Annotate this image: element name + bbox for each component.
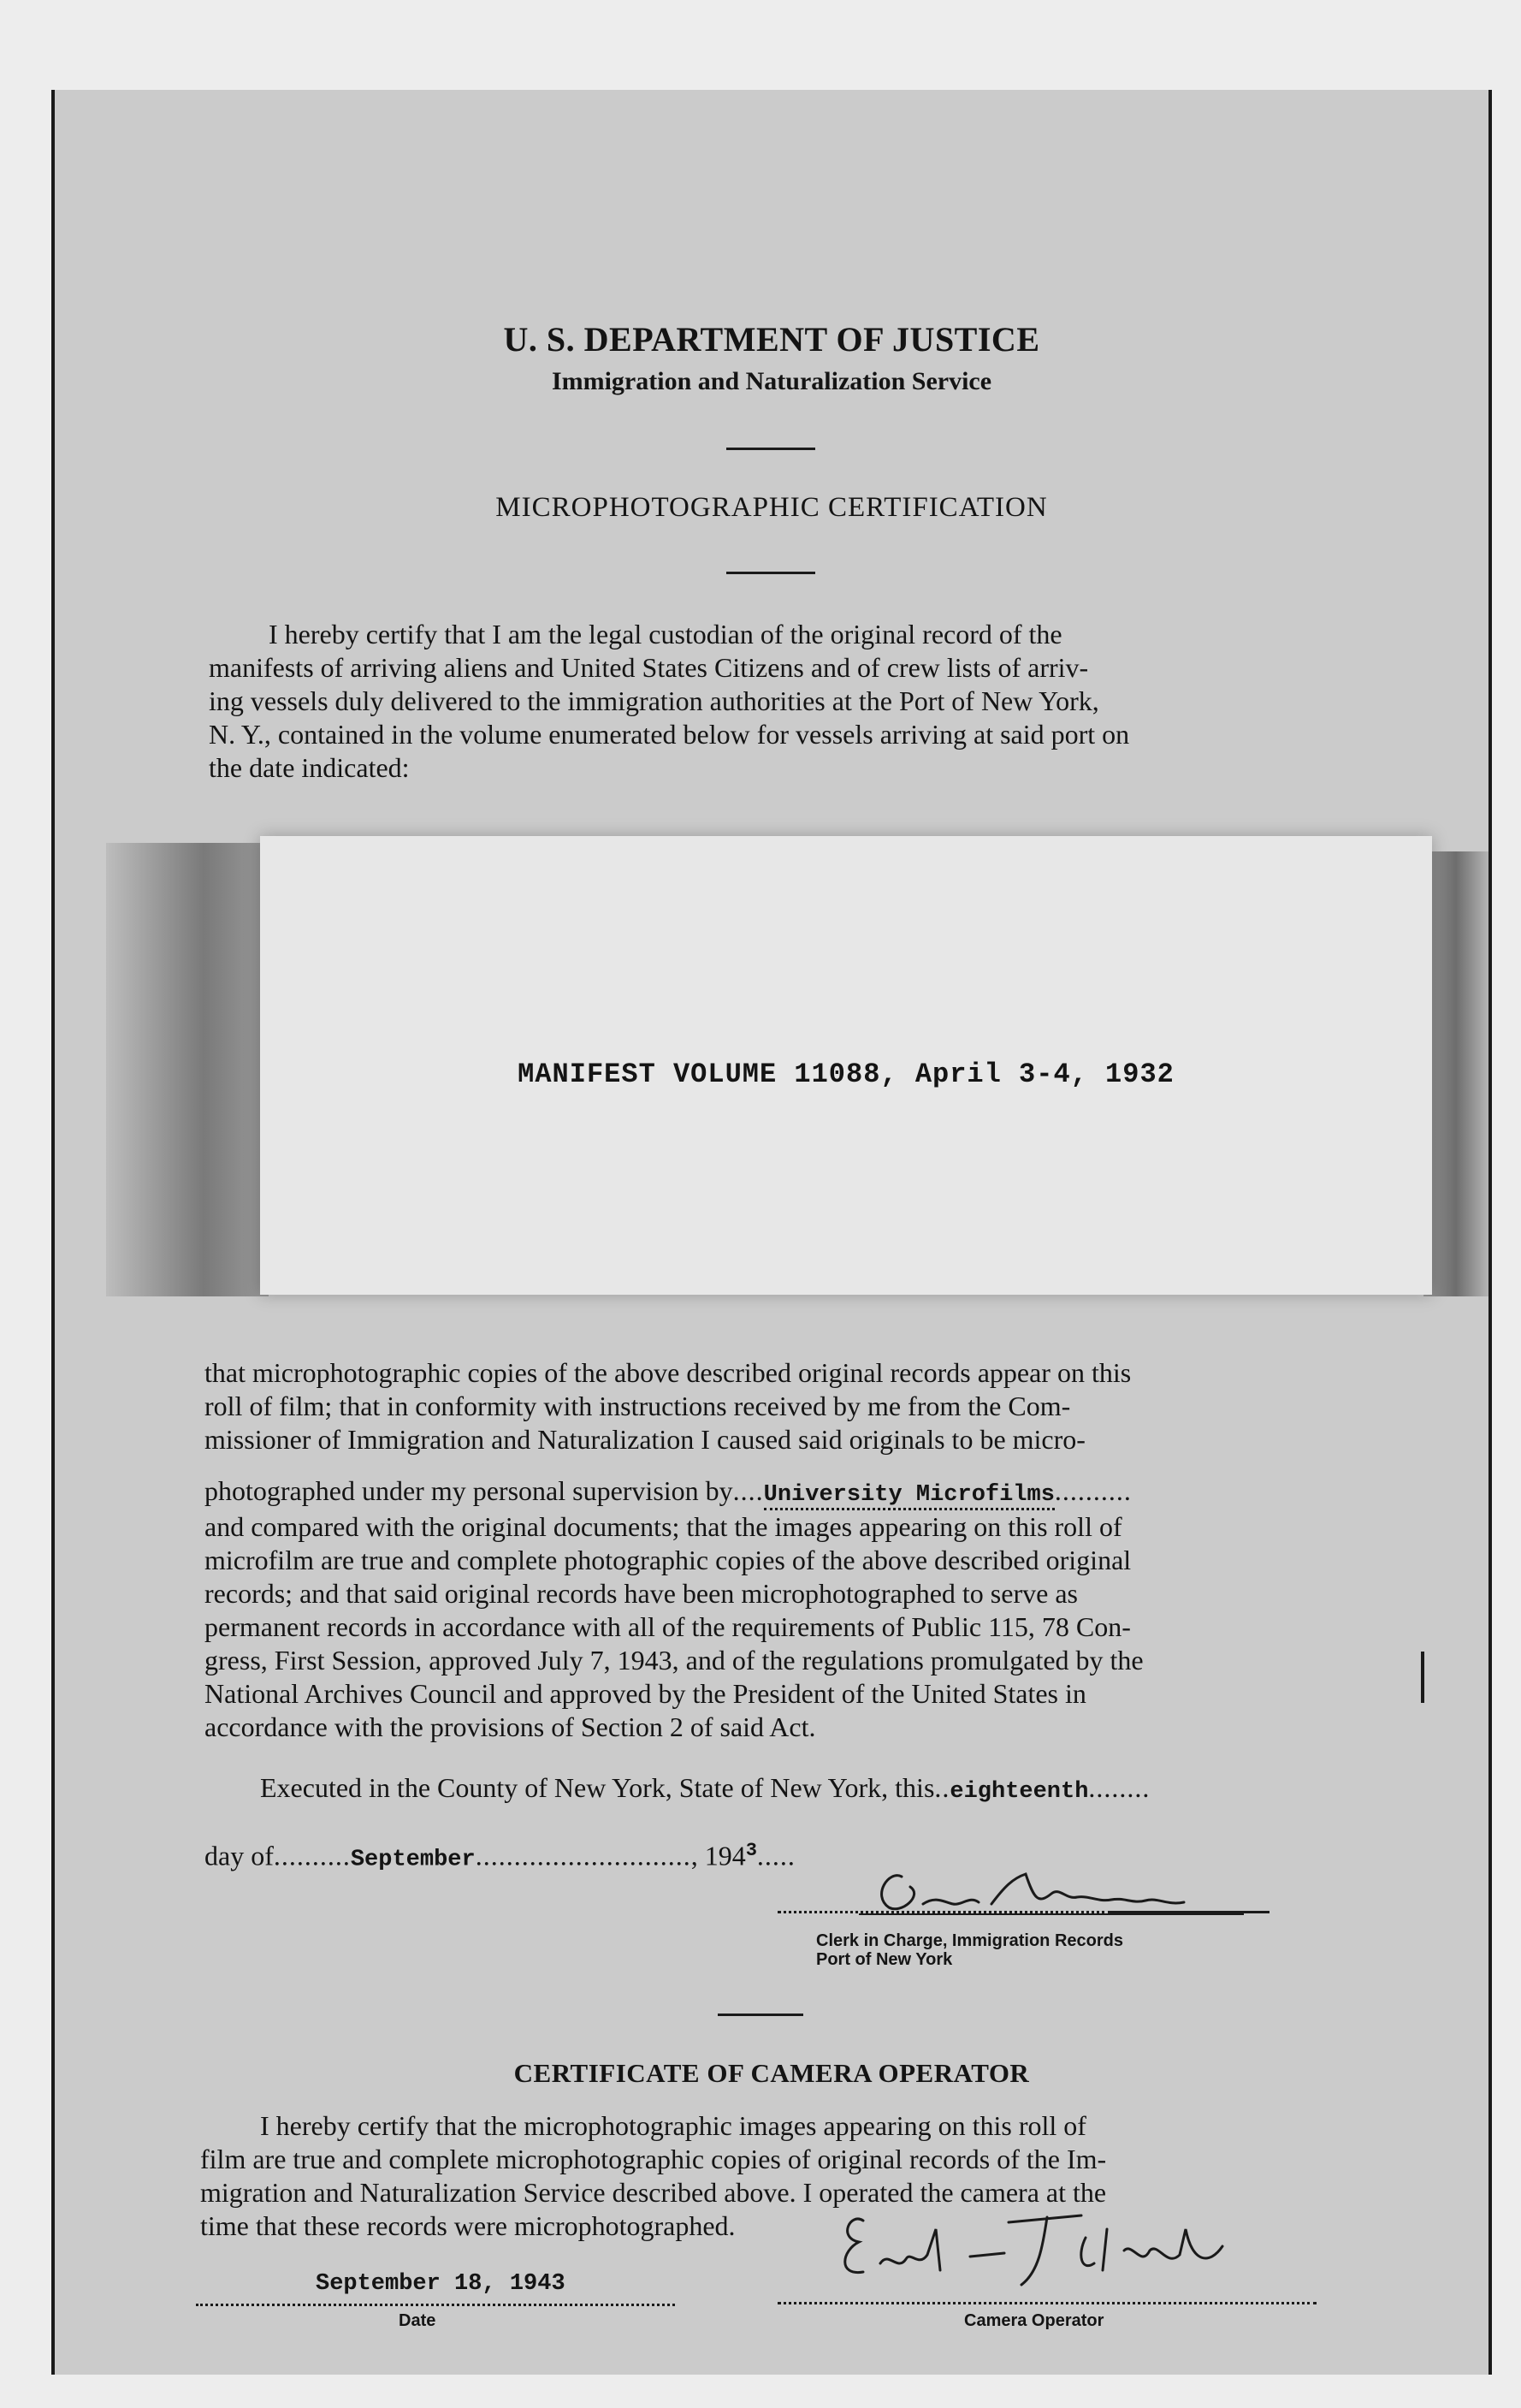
day-of-label: day of [204,1840,274,1871]
leader-dots: .. [934,1772,950,1803]
manifest-volume-label: MANIFEST VOLUME 11088, April 3-4, 1932 [518,1059,1175,1090]
manifest-card [260,836,1432,1295]
clerk-signature-line [778,1911,1111,1913]
leader-dots: .... [732,1475,764,1506]
card-shadow-right [1423,851,1488,1296]
body-line: roll of film; that in conformity with instructions received by me from the Com- [204,1391,1071,1421]
camera-line: time that these records were microphotographed. [200,2210,736,2241]
executed-day-value: eighteenth [950,1779,1089,1805]
executed-line [260,1771,1150,1809]
divider-rule [718,2014,803,2016]
operator-signature-line [778,2302,1317,2304]
department-heading: U. S. DEPARTMENT OF JUSTICE [503,320,1040,359]
day-of-line [204,1834,796,1877]
clerk-caption [816,1931,1123,1969]
clerk-caption-line: Clerk in Charge, Immigration Records [816,1931,1123,1950]
leader-dots: ..... [756,1840,796,1871]
body-line: accordance with the provisions of Section 2 of said Act. [204,1711,816,1742]
leader-dots: .......... [273,1840,351,1871]
camera-operator-signature [799,2203,1278,2298]
supervision-prefix: photographed under my personal supervision by [204,1475,733,1506]
camera-line: migration and Naturalization Service described above. I operated the camera at the [200,2177,1107,2208]
executed-month-value: September [350,1847,476,1873]
intro-line: I hereby certify that I am the legal custodian of the original record of the [269,619,1062,649]
supervision-line [204,1474,1334,1512]
body-line: microfilm are true and complete photographic copies of the above described original [204,1545,1132,1575]
body-line: National Archives Council and approved by the President of the United States in [204,1678,1086,1709]
body-line: records; and that said original records have been microphotographed to serve as [204,1578,1078,1609]
clerk-signature-underline [1111,1911,1269,1913]
leader-dots: ........ [1088,1772,1151,1803]
intro-line: ing vessels duly delivered to the immigration authorities at the Port of New York, [209,685,1099,716]
card-shadow-left [106,843,269,1296]
camera-certificate-title: CERTIFICATE OF CAMERA OPERATOR [513,2058,1030,2088]
camera-line: I hereby certify that the microphotographic images appearing on this roll of [260,2110,1086,2141]
margin-mark [1421,1652,1424,1703]
camera-date-row [196,2268,675,2306]
leader-dots: .......... [1054,1475,1132,1506]
date-caption: Date [399,2311,436,2330]
body-line: and compared with the original documents; that the images appearing on this roll of [204,1511,1122,1542]
intro-line: manifests of arriving aliens and United States Citizens and of crew lists of arriv- [209,652,1089,683]
certificate-sheet [51,90,1492,2375]
body-line: that microphotographic copies of the above described original records appear on this [204,1357,1132,1388]
divider-rule [726,448,815,450]
clerk-signature [842,1853,1252,1930]
certification-title: MICROPHOTOGRAPHIC CERTIFICATION [495,492,1048,523]
body-line: missioner of Immigration and Naturalization I caused said originals to be micro- [204,1424,1086,1455]
executed-prefix: Executed in the County of New York, State of New York, this [260,1772,935,1803]
year-value: 3 [745,1840,757,1861]
year-prefix: , 194 [690,1840,746,1871]
clerk-caption-line: Port of New York [816,1950,953,1969]
body-line: gress, First Session, approved July 7, 1943, and of the regulations promulgated by the [204,1645,1144,1676]
camera-line: film are true and complete microphotographic copies of original records of the Im- [200,2144,1107,2174]
leader-dots: ............................ [475,1840,691,1871]
camera-operator-caption: Camera Operator [964,2311,1104,2330]
supervision-value: University Microfilms [764,1482,1055,1510]
divider-rule [726,572,815,574]
intro-line: the date indicated: [209,752,410,783]
camera-date-value: September 18, 1943 [316,2271,565,2297]
intro-line: N. Y., contained in the volume enumerated below for vessels arriving at said port on [209,719,1130,750]
service-subheading: Immigration and Naturalization Service [551,367,992,395]
body-line: permanent records in accordance with all of the requirements of Public 115, 78 Con- [204,1611,1131,1642]
body-paragraph [204,1356,1334,1456]
intro-paragraph [209,618,1329,785]
body-paragraph-2 [204,1510,1334,1744]
